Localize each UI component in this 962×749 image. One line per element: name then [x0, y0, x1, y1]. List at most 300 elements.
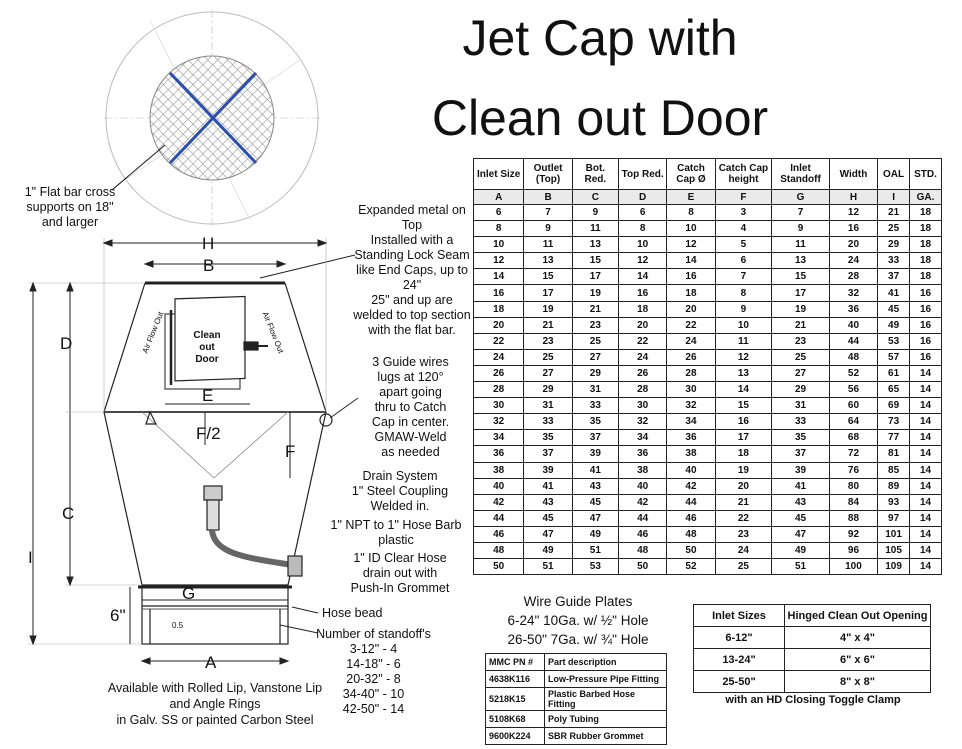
table-row-cell: 24	[619, 349, 667, 365]
header-catch-cap-height: Catch Cap height	[715, 159, 772, 190]
table-row-cell: 21	[572, 301, 618, 317]
table-row-cell: 101	[878, 526, 910, 542]
table-row-cell: 10	[474, 237, 524, 253]
dimension-table	[473, 158, 942, 575]
table-row	[474, 285, 942, 301]
table-row-cell: 36	[829, 301, 877, 317]
mmc-row	[486, 711, 667, 728]
hinged-row	[694, 627, 931, 649]
table-row-cell: 12	[619, 253, 667, 269]
arrow-i-b	[30, 636, 36, 644]
table-row-cell: 42	[619, 494, 667, 510]
hinged-header-opening: Hinged Clean Out Opening	[785, 605, 931, 627]
table-row-cell: 44	[474, 510, 524, 526]
table-row-cell: 14	[910, 478, 942, 494]
table-row-cell: 20	[474, 317, 524, 333]
table-row-cell: 7	[715, 269, 772, 285]
table-row-cell: 14	[910, 526, 942, 542]
mmc-row-cell: Poly Tubing	[545, 711, 667, 728]
dim-f2-label: F/2	[196, 424, 221, 443]
table-row-cell: 3	[715, 205, 772, 221]
table-row-cell: 49	[572, 526, 618, 542]
table-row	[474, 333, 942, 349]
table-row-cell: 14	[910, 414, 942, 430]
header-std: STD.	[910, 159, 942, 190]
table-row-cell: 6	[715, 253, 772, 269]
wire-guide-line-1: 6-24" 10Ga. w/ ½" Hole	[507, 613, 649, 628]
table-row-cell: 18	[910, 221, 942, 237]
dim-i-label: I	[28, 548, 33, 567]
table-row-cell: 16	[829, 221, 877, 237]
header-top-red: Top Red.	[619, 159, 667, 190]
table-row-cell: 16	[910, 317, 942, 333]
hinged-row	[694, 649, 931, 671]
arrow-d-t	[67, 283, 73, 291]
letter-e: E	[667, 190, 715, 205]
table-row-cell: 18	[910, 205, 942, 221]
table-row	[474, 349, 942, 365]
table-row-cell: 37	[772, 446, 830, 462]
table-row-cell: 10	[715, 317, 772, 333]
dim-g-label: G	[182, 584, 196, 603]
hinged-row-cell: 4" x 4"	[785, 627, 931, 649]
table-row-cell: 14	[910, 559, 942, 575]
table-row-cell: 28	[474, 382, 524, 398]
table-row-cell: 38	[474, 462, 524, 478]
table-row-cell: 22	[667, 317, 715, 333]
letter-ga: GA.	[910, 190, 942, 205]
table-row-cell: 81	[878, 446, 910, 462]
table-row-cell: 28	[829, 269, 877, 285]
table-row-cell: 92	[829, 526, 877, 542]
table-row-cell: 45	[524, 510, 572, 526]
table-row-cell: 15	[715, 398, 772, 414]
table-row	[474, 237, 942, 253]
table-row-cell: 14	[910, 462, 942, 478]
hose-barb	[207, 500, 219, 530]
table-row-cell: 37	[572, 430, 618, 446]
table-row-cell: 31	[524, 398, 572, 414]
table-row-cell: 105	[878, 542, 910, 558]
table-row-cell: 34	[619, 430, 667, 446]
table-row-cell: 30	[667, 382, 715, 398]
hinged-header-row	[694, 605, 931, 627]
mmc-row-cell: Plastic Barbed Hose Fitting	[545, 688, 667, 711]
table-row-cell: 44	[829, 333, 877, 349]
air-flow-left-label: Air Flow Out	[140, 310, 166, 355]
table-row-cell: 100	[829, 559, 877, 575]
table-row-cell: 46	[474, 526, 524, 542]
mmc-header-row	[486, 654, 667, 671]
table-row-cell: 32	[667, 398, 715, 414]
table-row-cell: 24	[715, 542, 772, 558]
arrow-c-b	[67, 577, 73, 585]
dim-6in-label: 6"	[110, 606, 126, 625]
table-row-cell: 9	[772, 221, 830, 237]
table-row-cell: 23	[524, 333, 572, 349]
table-row-cell: 57	[878, 349, 910, 365]
table-row-cell: 8	[667, 205, 715, 221]
table-row-cell: 45	[878, 301, 910, 317]
header-catch-cap: Catch Cap Ø	[667, 159, 715, 190]
table-row-cell: 80	[829, 478, 877, 494]
arrow-a-l	[142, 658, 150, 664]
table-row-cell: 7	[524, 205, 572, 221]
table-row-cell: 18	[910, 253, 942, 269]
table-row-cell: 25	[715, 559, 772, 575]
table-row-cell: 14	[910, 382, 942, 398]
table-row-cell: 35	[772, 430, 830, 446]
dimension-table-body	[474, 205, 942, 575]
table-row	[474, 542, 942, 558]
table-row-cell: 23	[715, 526, 772, 542]
table-row-cell: 48	[829, 349, 877, 365]
table-row-cell: 40	[667, 462, 715, 478]
table-row-cell: 25	[878, 221, 910, 237]
mmc-parts-body	[486, 671, 667, 745]
lug-left	[146, 412, 156, 424]
table-row-cell: 22	[619, 333, 667, 349]
table-row-cell: 85	[878, 462, 910, 478]
table-row-cell: 47	[572, 510, 618, 526]
arrow-h-l	[104, 240, 112, 246]
table-row-cell: 26	[667, 349, 715, 365]
table-row-cell: 21	[715, 494, 772, 510]
table-row-cell: 33	[772, 414, 830, 430]
table-row-cell: 28	[619, 382, 667, 398]
table-row-cell: 72	[829, 446, 877, 462]
hinged-row-cell: 13-24"	[694, 649, 785, 671]
letter-i: I	[878, 190, 910, 205]
table-row-cell: 18	[910, 269, 942, 285]
dimension-table-header-row	[474, 159, 942, 190]
table-row-cell: 36	[667, 430, 715, 446]
table-row-cell: 24	[829, 253, 877, 269]
table-row-cell: 36	[619, 446, 667, 462]
table-row-cell: 20	[715, 478, 772, 494]
dimension-table-letter-row	[474, 190, 942, 205]
table-row-cell: 96	[829, 542, 877, 558]
table-row-cell: 10	[619, 237, 667, 253]
clear-hose-callout: 1" ID Clear Hose drain out with Push-In Grommet	[350, 551, 450, 595]
table-row-cell: 39	[772, 462, 830, 478]
table-row	[474, 494, 942, 510]
table-row-cell: 14	[910, 446, 942, 462]
header-inlet-standoff: Inlet Standoff	[772, 159, 830, 190]
letter-g: G	[772, 190, 830, 205]
side-view	[104, 255, 358, 644]
table-row-cell: 34	[667, 414, 715, 430]
table-row-cell: 51	[572, 542, 618, 558]
table-row-cell: 11	[572, 221, 618, 237]
mmc-row-cell: Low-Pressure Pipe Fitting	[545, 671, 667, 688]
table-row-cell: 21	[772, 317, 830, 333]
table-row	[474, 269, 942, 285]
header-oal: OAL	[878, 159, 910, 190]
table-row-cell: 26	[619, 365, 667, 381]
table-row-cell: 33	[572, 398, 618, 414]
hinged-row-cell: 25-50"	[694, 671, 785, 693]
table-row-cell: 13	[715, 365, 772, 381]
table-row-cell: 38	[667, 446, 715, 462]
table-row-cell: 41	[878, 285, 910, 301]
table-row-cell: 16	[715, 414, 772, 430]
guide-leader	[330, 398, 358, 418]
table-row-cell: 25	[572, 333, 618, 349]
table-row	[474, 382, 942, 398]
hose-bead-leader	[292, 607, 318, 613]
dim-b-label: B	[203, 256, 215, 275]
table-row-cell: 93	[878, 494, 910, 510]
dim-f-label: F	[285, 442, 296, 461]
arrow-h-r	[318, 240, 326, 246]
table-row-cell: 21	[878, 205, 910, 221]
table-row-cell: 12	[715, 349, 772, 365]
table-row-cell: 14	[910, 430, 942, 446]
standoff-callout: Number of standoff's 3-12" - 4 14-18" - 6 20-32" - 8 34-40" - 10 42-50" - 14	[316, 627, 431, 716]
table-row-cell: 29	[772, 382, 830, 398]
header-outlet: Outlet (Top)	[524, 159, 572, 190]
table-row-cell: 41	[572, 462, 618, 478]
table-row-cell: 12	[474, 253, 524, 269]
mmc-header-desc: Part description	[545, 654, 667, 671]
table-row-cell: 41	[772, 478, 830, 494]
table-row-cell: 30	[619, 398, 667, 414]
standoff-leader	[280, 625, 318, 633]
table-row-cell: 11	[715, 333, 772, 349]
table-row	[474, 398, 942, 414]
table-row-cell: 52	[829, 365, 877, 381]
arrow-b-r	[277, 261, 285, 267]
table-row	[474, 462, 942, 478]
mmc-row-cell: 5218K15	[486, 688, 545, 711]
table-row-cell: 40	[474, 478, 524, 494]
table-row-cell: 14	[910, 365, 942, 381]
table-row-cell: 53	[878, 333, 910, 349]
header-bot-red: Bot. Red.	[572, 159, 618, 190]
table-row-cell: 27	[572, 349, 618, 365]
table-row-cell: 45	[572, 494, 618, 510]
table-row-cell: 16	[619, 285, 667, 301]
table-row-cell: 21	[524, 317, 572, 333]
table-row-cell: 37	[878, 269, 910, 285]
table-row-cell: 31	[572, 382, 618, 398]
catch-cap-line-r	[214, 412, 288, 478]
table-row-cell: 9	[715, 301, 772, 317]
title-line-2: Clean out Door	[431, 90, 769, 146]
table-row-cell: 97	[878, 510, 910, 526]
table-row	[474, 317, 942, 333]
table-row-cell: 13	[772, 253, 830, 269]
table-row-cell: 47	[772, 526, 830, 542]
table-row-cell: 25	[772, 349, 830, 365]
mmc-header-pn: MMC PN #	[486, 654, 545, 671]
table-row-cell: 43	[572, 478, 618, 494]
table-row-cell: 23	[772, 333, 830, 349]
hinged-row-cell: 8" x 8"	[785, 671, 931, 693]
dim-small-label: 0.5	[172, 621, 184, 630]
table-row	[474, 414, 942, 430]
table-row-cell: 68	[829, 430, 877, 446]
hinged-row-cell: 6" x 6"	[785, 649, 931, 671]
title-line-1: Jet Cap with	[462, 10, 738, 66]
npt-callout: 1" NPT to 1" Hose Barb plastic	[330, 518, 462, 547]
table-row-cell: 19	[715, 462, 772, 478]
table-row-cell: 16	[910, 285, 942, 301]
table-row-cell: 50	[474, 559, 524, 575]
table-row-cell: 19	[524, 301, 572, 317]
hinged-opening-body	[694, 627, 931, 693]
table-row-cell: 11	[772, 237, 830, 253]
table-row-cell: 32	[829, 285, 877, 301]
table-row-cell: 33	[878, 253, 910, 269]
mmc-parts-table	[485, 653, 667, 745]
table-row-cell: 53	[572, 559, 618, 575]
table-row-cell: 18	[474, 301, 524, 317]
table-row	[474, 430, 942, 446]
dim-a-label: A	[205, 653, 217, 672]
mmc-row	[486, 728, 667, 745]
table-row-cell: 14	[910, 494, 942, 510]
header-inlet-size: Inlet Size	[474, 159, 524, 190]
table-row-cell: 50	[619, 559, 667, 575]
table-row	[474, 526, 942, 542]
table-row-cell: 19	[772, 301, 830, 317]
table-row-cell: 73	[878, 414, 910, 430]
table-row-cell: 41	[524, 478, 572, 494]
table-row-cell: 88	[829, 510, 877, 526]
table-row-cell: 16	[910, 349, 942, 365]
table-row-cell: 84	[829, 494, 877, 510]
table-row-cell: 89	[878, 478, 910, 494]
letter-b: B	[524, 190, 572, 205]
table-row-cell: 17	[572, 269, 618, 285]
table-row-cell: 69	[878, 398, 910, 414]
table-row-cell: 15	[524, 269, 572, 285]
table-row-cell: 43	[772, 494, 830, 510]
letter-f: F	[715, 190, 772, 205]
table-row-cell: 48	[667, 526, 715, 542]
table-row	[474, 510, 942, 526]
table-row-cell: 49	[772, 542, 830, 558]
hinged-row	[694, 671, 931, 693]
toggle-clamp	[244, 342, 258, 350]
drain-coupling	[204, 486, 222, 500]
arrow-b-l	[145, 261, 153, 267]
table-row	[474, 559, 942, 575]
table-row-cell: 19	[572, 285, 618, 301]
guide-wire-callout: 3 Guide wires lugs at 120° apart going thru to Catch Cap in center. GMAW-Weld as needed	[371, 355, 450, 459]
mmc-row-cell: 9600K224	[486, 728, 545, 745]
guide-wire-lug	[320, 414, 332, 426]
table-row-cell: 76	[829, 462, 877, 478]
catch-cap-line-l	[142, 412, 214, 478]
table-row-cell: 35	[572, 414, 618, 430]
table-row-cell: 29	[524, 382, 572, 398]
hinged-opening-table	[693, 604, 931, 693]
table-row-cell: 29	[572, 365, 618, 381]
grommet	[288, 556, 302, 576]
table-row-cell: 13	[524, 253, 572, 269]
table-row-cell: 18	[667, 285, 715, 301]
table-row-cell: 18	[619, 301, 667, 317]
table-row-cell: 11	[524, 237, 572, 253]
table-row-cell: 8	[619, 221, 667, 237]
table-row-cell: 14	[910, 398, 942, 414]
table-row-cell: 109	[878, 559, 910, 575]
table-row-cell: 51	[772, 559, 830, 575]
table-row-cell: 65	[878, 382, 910, 398]
table-row-cell: 14	[474, 269, 524, 285]
table-row-cell: 37	[524, 446, 572, 462]
mmc-row-cell: 5108K68	[486, 711, 545, 728]
wire-guide-title: Wire Guide Plates	[523, 594, 633, 609]
header-width: Width	[829, 159, 877, 190]
availability-note: Available with Rolled Lip, Vanstone Lip and Angle Rings in Galv. SS or painted Carbon Steel	[107, 681, 323, 727]
table-row-cell: 18	[910, 237, 942, 253]
table-row-cell: 25	[524, 349, 572, 365]
letter-d: D	[619, 190, 667, 205]
table-row-cell: 44	[667, 494, 715, 510]
table-row-cell: 8	[474, 221, 524, 237]
table-row-cell: 14	[619, 269, 667, 285]
mmc-row	[486, 688, 667, 711]
mmc-row	[486, 671, 667, 688]
table-row-cell: 20	[829, 237, 877, 253]
dim-c-label: C	[62, 504, 75, 523]
table-row-cell: 6	[619, 205, 667, 221]
table-row	[474, 446, 942, 462]
table-row	[474, 253, 942, 269]
table-row-cell: 36	[474, 446, 524, 462]
table-row-cell: 46	[667, 510, 715, 526]
table-row-cell: 27	[524, 365, 572, 381]
table-row-cell: 50	[667, 542, 715, 558]
table-row-cell: 4	[715, 221, 772, 237]
table-row	[474, 301, 942, 317]
table-row-cell: 42	[474, 494, 524, 510]
table-row-cell: 46	[619, 526, 667, 542]
table-row-cell: 5	[715, 237, 772, 253]
table-row-cell: 14	[715, 382, 772, 398]
table-row-cell: 14	[910, 510, 942, 526]
table-row	[474, 478, 942, 494]
table-row-cell: 64	[829, 414, 877, 430]
table-row-cell: 61	[878, 365, 910, 381]
table-row-cell: 24	[667, 333, 715, 349]
table-row-cell: 49	[878, 317, 910, 333]
table-row-cell: 16	[910, 333, 942, 349]
dim-d-label: D	[60, 334, 73, 353]
table-row-cell: 32	[474, 414, 524, 430]
table-row-cell: 9	[572, 205, 618, 221]
table-row-cell: 14	[910, 542, 942, 558]
table-row-cell: 8	[715, 285, 772, 301]
table-row-cell: 51	[524, 559, 572, 575]
mmc-row-cell: SBR Rubber Grommet	[545, 728, 667, 745]
table-row-cell: 20	[619, 317, 667, 333]
table-row-cell: 26	[474, 365, 524, 381]
flat-bar-leader	[112, 145, 165, 190]
table-row-cell: 49	[524, 542, 572, 558]
arrow-i-t	[30, 283, 36, 291]
wire-guide-line-2: 26-50" 7Ga. w/ ¾" Hole	[507, 632, 649, 647]
table-row-cell: 22	[474, 333, 524, 349]
table-row-cell: 16	[910, 301, 942, 317]
table-row-cell: 13	[572, 237, 618, 253]
flat-bar-callout: 1" Flat bar cross supports on 18" and larger	[24, 185, 116, 229]
dim-h-label: H	[202, 234, 215, 253]
